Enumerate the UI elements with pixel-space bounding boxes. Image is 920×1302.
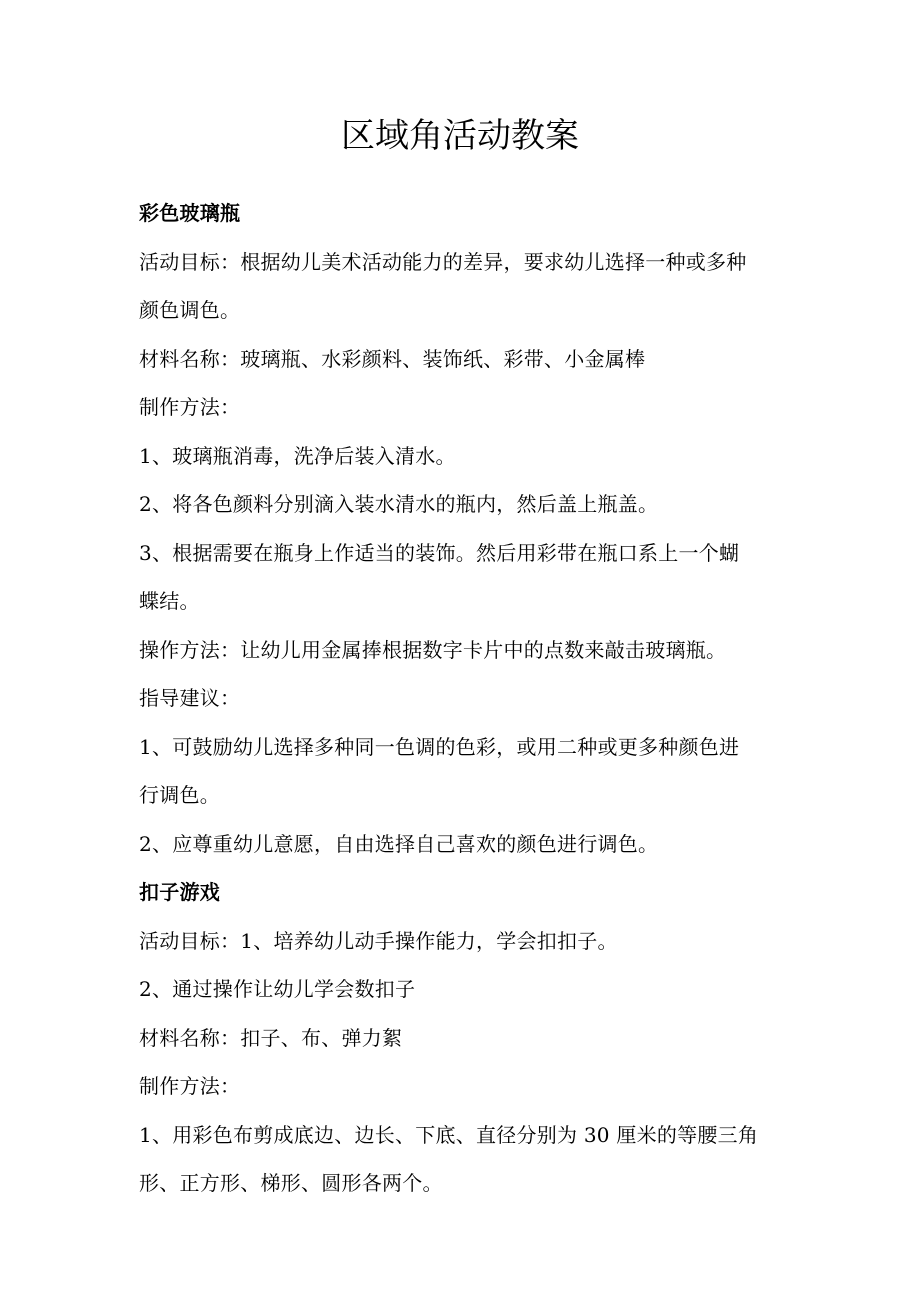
document-body <box>139 189 784 1208</box>
section-heading-button-game: 扣子游戏 <box>139 880 220 904</box>
method-step-3-continued: 蝶结。 <box>139 589 200 613</box>
advice-1-continued: 行调色。 <box>139 783 220 807</box>
method-step-1: 1、玻璃瓶消毒，洗净后装入清水。 <box>139 443 456 468</box>
method-step-1: 1、用彩色布剪成底边、边长、下底、直径分别为 30 厘米的等腰三角 <box>139 1122 759 1147</box>
activity-goal-2: 2、通过操作让幼儿学会数扣子 <box>139 977 416 1001</box>
page-title: 区域角活动教案 <box>341 116 579 156</box>
operation-method: 操作方法：让幼儿用金属捧根据数字卡片中的点数来敲击玻璃瓶。 <box>139 637 727 662</box>
activity-goal: 活动目标：1、培养幼儿动手操作能力，学会扣扣子。 <box>139 928 618 953</box>
advice-1: 1、可鼓励幼儿选择多种同一色调的色彩，或用二种或更多种颜色进 <box>139 734 740 759</box>
method-label: 制作方法： <box>139 395 241 419</box>
method-label: 制作方法： <box>139 1074 241 1098</box>
advice-label: 指导建议： <box>139 686 241 710</box>
section-heading-colored-bottle: 彩色玻璃瓶 <box>139 201 241 225</box>
method-step-1-continued: 形、正方形、梯形、圆形各两个。 <box>139 1171 443 1195</box>
materials: 材料名称：扣子、布、弹力絮 <box>139 1025 403 1050</box>
advice-2: 2、应尊重幼儿意愿，自由选择自己喜欢的颜色进行调色。 <box>139 831 659 856</box>
method-step-3: 3、根据需要在瓶身上作适当的装饰。然后用彩带在瓶口系上一个蝴 <box>139 540 740 565</box>
activity-goal: 活动目标：根据幼儿美术活动能力的差异，要求幼儿选择一种或多种 <box>139 249 747 274</box>
method-step-2: 2、将各色颜料分别滴入装水清水的瓶内，然后盖上瓶盖。 <box>139 492 659 516</box>
materials: 材料名称：玻璃瓶、水彩颜料、装饰纸、彩带、小金属棒 <box>139 346 646 371</box>
activity-goal-continued: 颜色调色。 <box>139 298 241 322</box>
